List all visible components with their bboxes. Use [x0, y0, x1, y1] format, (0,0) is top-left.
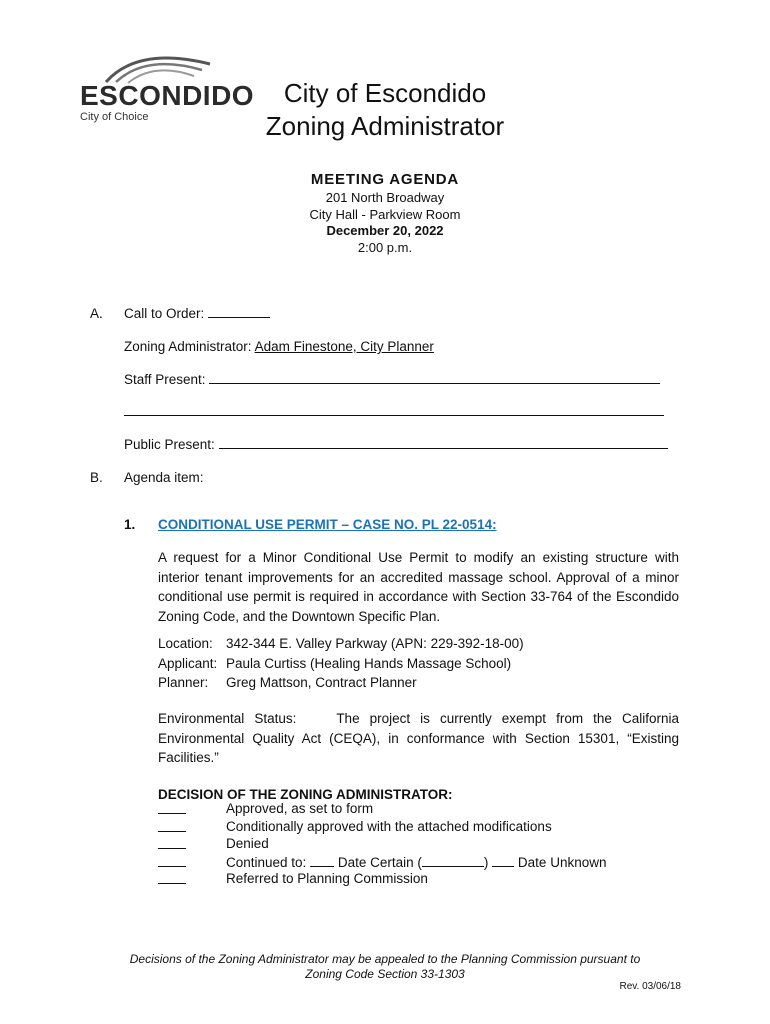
- escondido-logo: [78, 50, 255, 130]
- staff-present-blank: [209, 371, 660, 384]
- planner-label: Planner:: [158, 675, 209, 690]
- conditional-checkbox-blank[interactable]: [158, 819, 186, 832]
- decision-option-approved: [158, 801, 606, 819]
- zoning-administrator-line: [124, 337, 434, 357]
- footer-line2: Zoning Code Section 33-1303: [305, 967, 465, 981]
- zoning-admin-name: Adam Finestone, City Planner: [254, 339, 434, 354]
- decision-option-label: Denied: [226, 836, 269, 851]
- staff-present-blank-2: [124, 415, 664, 416]
- meeting-time: 2:00 p.m.: [357, 240, 413, 255]
- date-certain-label: Date Certain (: [337, 854, 422, 870]
- planner-value: Greg Mattson, Contract Planner: [226, 675, 417, 690]
- date-certain-close: ): [483, 854, 489, 870]
- public-present-label: Public Present:: [124, 437, 215, 452]
- date-certain-blank[interactable]: [422, 854, 484, 867]
- zoning-admin-label: Zoning Administrator:: [124, 339, 252, 354]
- continued-blank[interactable]: [310, 854, 334, 867]
- decision-title: DECISION OF THE ZONING ADMINISTRATOR:: [158, 787, 453, 802]
- staff-present-line: [124, 370, 660, 390]
- meeting-address: 201 North Broadway: [325, 190, 445, 205]
- public-present-line: [124, 435, 668, 455]
- staff-present-label: Staff Present:: [124, 372, 206, 387]
- meeting-room: City Hall - Parkview Room: [309, 207, 461, 222]
- decision-option-continued: [158, 854, 606, 872]
- planner-row: [158, 673, 679, 693]
- footer-line1: Decisions of the Zoning Administrator may be appealed to the Planning Commission pursuant to: [129, 952, 641, 966]
- item-title-link[interactable]: CONDITIONAL USE PERMIT – CASE NO. PL 22-0514:: [158, 517, 497, 532]
- meeting-agenda-title: MEETING AGENDA: [310, 171, 460, 188]
- environmental-status-text: The project is currently exempt from the California Environmental Quality Act (CEQA), in conformance with Section 15301, “Existing Facilities.”: [158, 711, 679, 765]
- call-to-order-blank: [208, 305, 270, 318]
- header-title-line2: Zoning Administrator: [265, 111, 505, 141]
- date-unknown-label: Date Unknown: [517, 854, 607, 870]
- location-label: Location:: [158, 636, 213, 651]
- agenda-item-label: Agenda item:: [124, 470, 204, 485]
- section-b-letter: B.: [90, 470, 103, 485]
- location-value: 342-344 E. Valley Parkway (APN: 229-392-18-00): [226, 636, 524, 651]
- call-to-order-label: Call to Order:: [124, 306, 205, 321]
- logo-wordmark: ESCONDIDO: [80, 80, 255, 111]
- referred-checkbox-blank[interactable]: [158, 871, 186, 884]
- header-title-line1: City of Escondido: [283, 78, 487, 108]
- logo-swoosh-icon: [98, 50, 218, 84]
- item-description: A request for a Minor Conditional Use Permit to modify an existing structure with interior tenant improvements for an accredited massage school. Approval of a minor conditional use permit is required in accordance with Section 33-764 of the Escondido Zoning Code, and the Downtown Specific Plan.: [158, 550, 679, 624]
- decision-option-label: Continued to:: [226, 854, 307, 870]
- item-details: [158, 634, 679, 693]
- call-to-order: [124, 304, 270, 324]
- decision-option-label: Approved, as set to form: [226, 801, 374, 816]
- decision-option-label: Referred to Planning Commission: [226, 871, 428, 886]
- public-present-blank: [219, 436, 668, 449]
- applicant-label: Applicant:: [158, 655, 218, 671]
- item-number: 1.: [124, 517, 136, 532]
- applicant-row: [158, 654, 679, 674]
- section-a-letter: A.: [90, 306, 103, 321]
- date-unknown-blank[interactable]: [492, 854, 514, 867]
- decision-options: [158, 801, 606, 889]
- denied-checkbox-blank[interactable]: [158, 836, 186, 849]
- decision-option-denied: [158, 836, 606, 854]
- environmental-status: [158, 709, 679, 768]
- decision-option-conditional: [158, 819, 606, 837]
- approved-checkbox-blank[interactable]: [158, 801, 186, 814]
- applicant-value: Paula Curtiss (Healing Hands Massage School): [226, 655, 512, 671]
- meeting-date: December 20, 2022: [326, 223, 444, 238]
- revision-date: Rev. 03/06/18: [619, 981, 681, 992]
- location-row: [158, 634, 679, 654]
- logo-tagline: City of Choice: [80, 111, 149, 123]
- continued-checkbox-blank[interactable]: [158, 854, 186, 867]
- decision-option-label: Conditionally approved with the attached modifications: [226, 818, 552, 834]
- decision-option-referred: [158, 871, 606, 889]
- environmental-status-label: Environmental Status:: [158, 711, 297, 726]
